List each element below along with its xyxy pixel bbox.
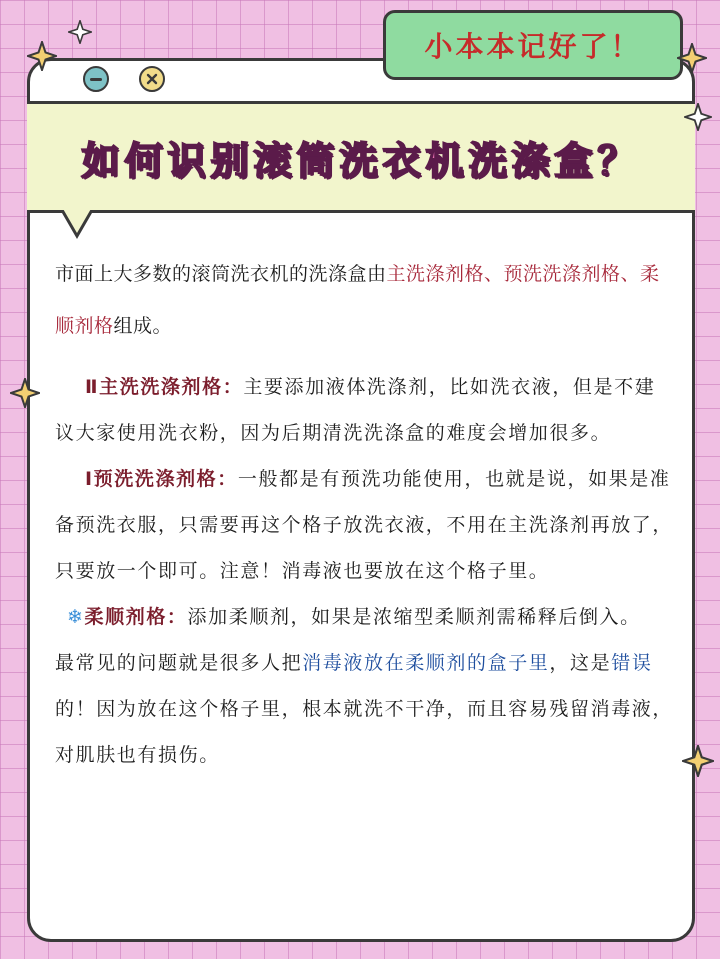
section-label: 主洗洗涤剂格：	[99, 376, 244, 398]
intro-highlight: 主洗涤剂格、预洗洗涤剂格、柔顺剂格	[55, 263, 660, 337]
reminder-tag	[383, 10, 683, 80]
closing-highlight-error: 错误	[611, 652, 653, 674]
minus-icon	[90, 78, 102, 81]
section-marker: Ⅰ	[85, 468, 94, 490]
section-prewash	[55, 456, 675, 594]
sparkle-icon	[682, 745, 714, 777]
section-text: 添加柔顺剂，如果是浓缩型柔顺剂需稀释后倒入。	[187, 606, 641, 628]
sparkle-icon	[68, 20, 92, 44]
section-text: 一般都是有预洗功能使用，也就是说，如果是准备预洗衣服，只需要再这个格子放洗衣液，不用在主洗涤剂再放了，只要放一个即可。注意！消毒液也要放在这个格子里。	[55, 468, 674, 582]
closing-text: 的！因为放在这个格子里，根本就洗不干净，而且容易残留消毒液，对肌肤也有损伤。	[55, 698, 674, 766]
section-text: 主要添加液体洗涤剂，比如洗衣液，但是不建议大家使用洗衣粉，因为后期清洗洗涤盒的难度会增加很多。	[55, 376, 656, 444]
speech-bubble-tail	[62, 210, 92, 240]
sparkle-icon	[684, 103, 712, 131]
section-main-wash	[55, 364, 675, 456]
sparkle-icon	[10, 378, 40, 408]
section-softener	[55, 594, 675, 640]
closing-text: 最常见的问题就是很多人把	[55, 652, 303, 674]
minimize-button[interactable]	[83, 66, 109, 92]
section-marker: Ⅱ	[85, 376, 100, 398]
intro-text-end: 组成。	[113, 315, 173, 337]
close-button[interactable]	[139, 66, 165, 92]
snowflake-icon: ❄	[67, 606, 85, 628]
sparkle-icon	[27, 41, 57, 71]
section-label: 预洗洗涤剂格：	[93, 468, 238, 490]
closing-paragraph	[55, 640, 675, 778]
close-icon	[146, 73, 158, 85]
section-label: 柔顺剂格：	[84, 606, 188, 628]
article-body	[55, 248, 675, 778]
reminder-tag-text: 小本本记好了！	[424, 30, 642, 63]
closing-highlight: 消毒液放在柔顺剂的盒子里	[302, 652, 550, 674]
page-title: 如何识别滚筒洗衣机洗涤盒？	[81, 138, 641, 183]
sparkle-icon	[677, 43, 707, 73]
closing-text: ，这是	[549, 652, 612, 674]
title-banner	[27, 101, 695, 213]
intro-paragraph	[55, 248, 675, 352]
intro-text: 市面上大多数的滚筒洗衣机的洗涤盒由	[55, 263, 387, 285]
